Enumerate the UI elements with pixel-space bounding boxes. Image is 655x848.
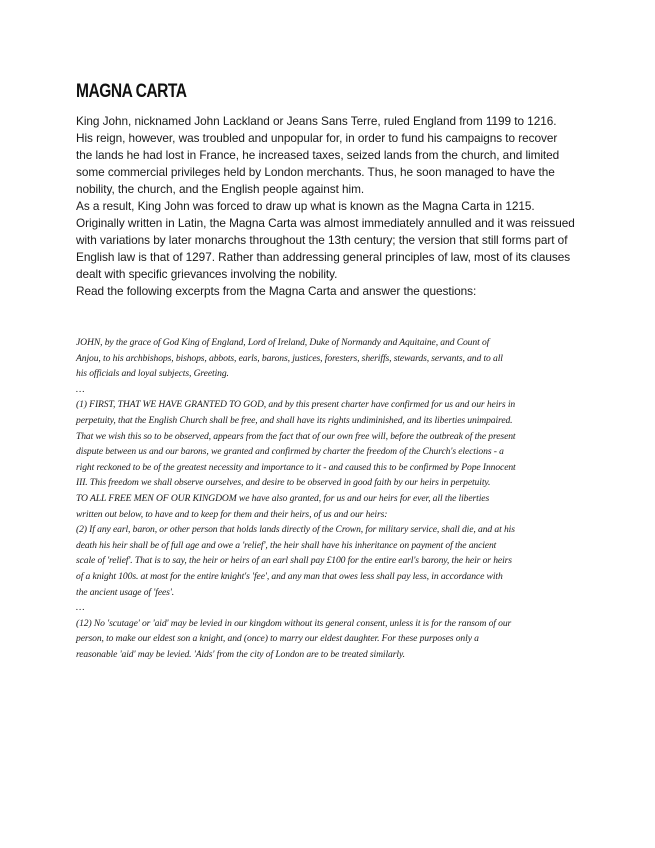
excerpt-salutation: JOHN, by the grace of God King of England, Lord of Ireland, Duke of Normandy and Aquitaine, and Count of Anjou, to his archbishops, bishops, abbots, earls, barons, justices, foresters, sheriffs, stewards, servants, and to all his officials and loyal subjects, Greeting.	[76, 337, 503, 380]
excerpt-ellipsis: …	[76, 383, 85, 395]
excerpt-ellipsis: …	[76, 602, 85, 614]
excerpt-clause-2: (2) If any earl, baron, or other person that holds lands directly of the Crown, for military service, shall die, and at his death his heir shall be of full age and owe a 'relief', the heir shall have his inheritance on payment of the ancient scale of 'relief'. That is to say, the heir or heirs of an earl shall pay £100 for the entire earl's barony, the heir or heirs of a knight 100s. at most for the entire knight's 'fee', and any man that owes less shall pay less, in accordance with the ancient usage of 'fees'.	[76, 524, 515, 598]
excerpt-clause-12: (12) No 'scutage' or 'aid' may be levied in our kingdom without its general consent, unless it is for the ransom of our person, to make our eldest son a knight, and (once) to marry our eldest daughter. For these purposes only a reasonable 'aid' may be levied. 'Aids' from the city of London are to be treated similarly.	[76, 617, 512, 660]
intro-paragraph: King John, nicknamed John Lackland or Jeans Sans Terre, ruled England from 1199 to 1216. His reign, however, was troubled and unpopular for, in order to fund his campaigns to recover the lands he had lost in France, he increased taxes, seized lands from the church, and limited some commercial privileges held by London merchants. Thus, he soon managed to have the nobility, the church, and the English people against him.	[76, 114, 560, 196]
excerpt-clause-1: (1) FIRST, THAT WE HAVE GRANTED TO GOD, and by this present charter have confirmed for us and our heirs in perpetuity, that the English Church shall be free, and shall have its rights undiminished, and its liberties unimpaired. That we wish this so to be observed, appears from the fact that of our own free will, before the outbreak of the present dispute between us and our barons, we granted and confirmed by charter the freedom of the Church's elections - a right reckoned to be of the greatest necessity and importance to it - and caused this to be confirmed by Pope Innocent III. This freedom we shall observe ourselves, and desire to be observed in good faith by our heirs in perpetuity.	[76, 399, 516, 489]
document-page	[76, 80, 576, 662]
document-title: MAGNA CARTA	[76, 81, 187, 102]
intro-instruction: Read the following excerpts from the Magna Carta and answer the questions:	[76, 284, 477, 298]
excerpt-free-men: TO ALL FREE MEN OF OUR KINGDOM we have also granted, for us and our heirs for ever, all the liberties written out below, to have and to keep for them and their heirs, of us and our heirs:	[76, 492, 490, 520]
excerpts-section	[76, 335, 516, 662]
intro-paragraph: As a result, King John was forced to draw up what is known as the Magna Carta in 1215. Originally written in Latin, the Magna Carta was almost immediately annulled and it was reissued with variations by later monarchs throughout the 13th century; the version that still forms part of English law is that of 1297. Rather than addressing general principles of law, most of its clauses dealt with specific grievances involving the nobility.	[76, 199, 575, 281]
intro-section	[76, 113, 576, 300]
